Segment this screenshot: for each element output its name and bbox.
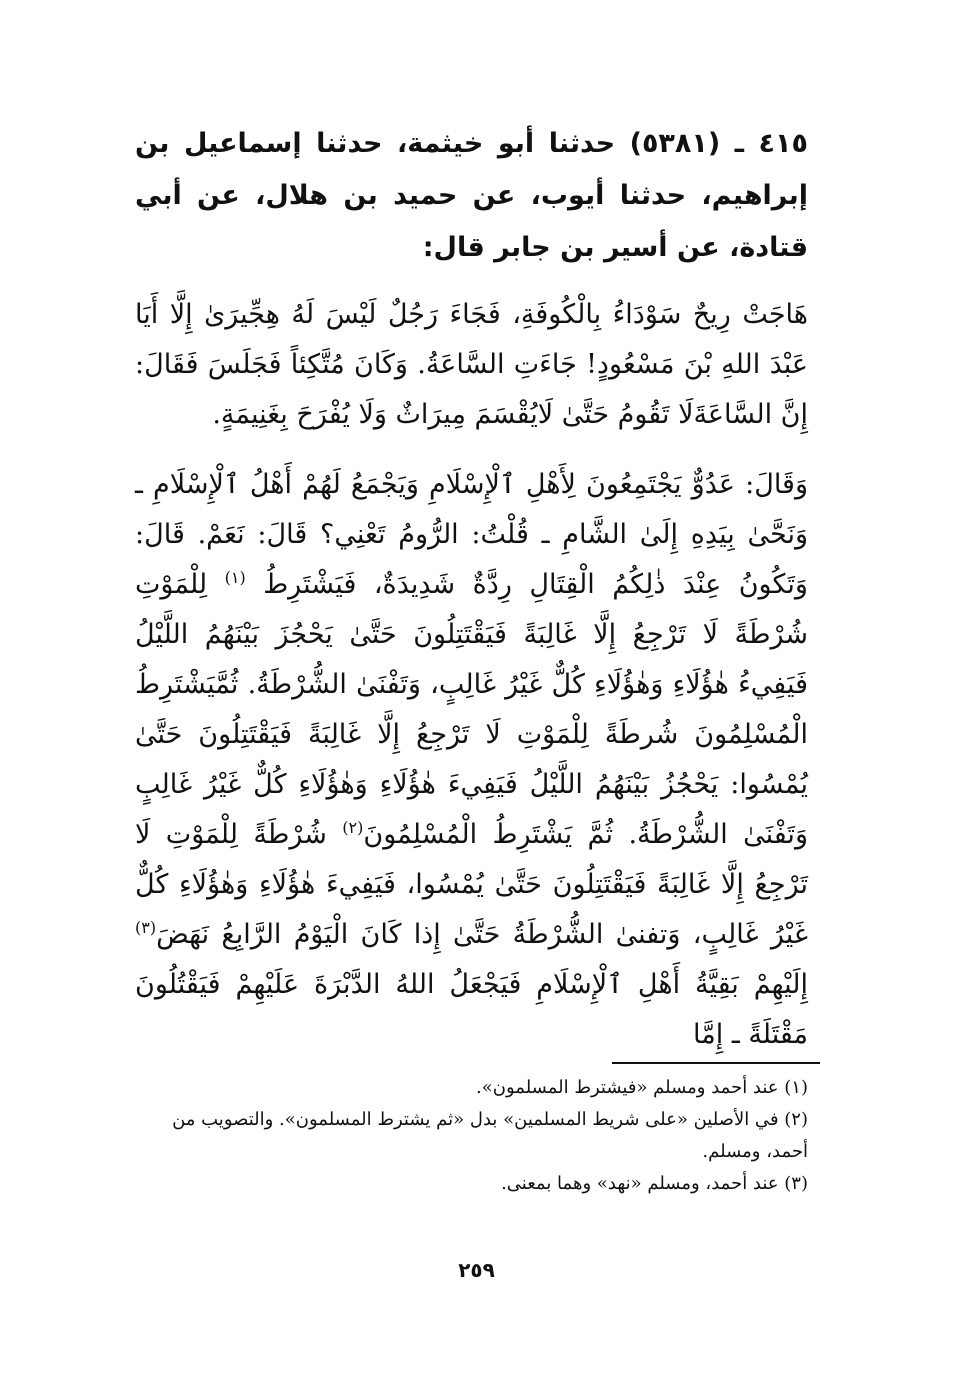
paragraph-2-text-part-3: شُرْطَةً لِلْمَوْتِ لَا تَرْجِعُ إِلَّا غَالِبَةً فَيَقْتَتِلُونَ حَتَّىٰ يُمْسُوا، فَيَفِيءَ هٰؤُلَاءِ وَهٰؤُلَاءِ كُلٌّ غَيْرُ غَالِبٍ، وَتفنىٰ الشُّرْطَةُ حَتَّىٰ إِذا كَانَ الْيَوْمُ الرَّابِعُ نَهَضَ [135,819,808,950]
paragraph-2-text-part-2: لِلْمَوْتِ شُرْطَةً لَا تَرْجِعُ إِلَّا غَالِبَةً فَيَقْتَتِلُونَ حَتَّىٰ يَحْجُزَ بَيْنَهُمُ اللَّيْلُ فَيَفِيءُ هٰؤُلَاءِ وَهٰؤُلَاءِ كُلٌّ غَيْرُ غَالِبٍ، وَتَفْنَىٰ الشُّرْطَةُ. ثُمَّيَشْتَرِطُ الْمُسْلِمُونَ شُرطَةً لِلْمَوْتِ لَا تَرْجِعُ إِلَّا غَالِبَةً فَيَقْتَتِلُونَ حَتَّىٰ يُمْسُوا: يَحْجُزُ بَيْنَهُمُ اللَّيْلُ فَيَفِيءَ هٰؤُلَاءِ وَهٰؤُلَاءِ كُلٌّ غَيْرُ غَالِبٍ وَتَفْنَىٰ الشُّرْطَةُ. ثُمَّ يَشْتَرِطُ الْمُسْلِمُونَ [135,569,808,850]
footnote-ref-2: (٢) [342,818,364,837]
footnote-1: (١) عند أحمد ومسلم «فيشترط المسلمون». [476,1077,808,1098]
page-number: ٢٥٩ [458,1258,495,1282]
hadith-isnad: ٤١٥ ـ (٥٣٨١) حدثنا أبو خيثمة، حدثنا إسماعيل بن إبراهيم، حدثنا أيوب، عن حميد بن هلال، عن أبي قتادة، عن أسير بن جابر قال: [135,128,808,263]
footnotes [135,1072,808,1200]
footnote-ref-1: (١) [224,568,246,587]
footnote-2: (٢) في الأصلين «على شريط المسلمين» بدل «ثم يشترط المسلمون». والتصويب من أحمد، ومسلم. [172,1109,808,1162]
paragraph-2-text-part-4: إِلَيْهِمْ بَقِيَّةُ أَهْلِ ٱلْإِسْلَامِ فَيَجْعَلُ اللهُ الدَّبْرَةَ عَلَيْهِمْ فَيَقْتُلُونَ مَقْتَلَةً ـ إِمَّا [135,969,808,1050]
footnote-separator [612,1062,820,1064]
footnote-3: (٣) عند أحمد، ومسلم «نهد» وهما بمعنى. [501,1173,808,1194]
footnote-ref-3: (٣) [135,918,157,937]
paragraph-2-text-part-1: وَقَالَ: عَدُوٌّ يَجْتَمِعُونَ لِأَهْلِ ٱلْإِسْلَامِ وَيَجْمَعُ لَهُمْ أَهْلُ ٱلْإِسْلَامِ ـ وَنَحَّىٰ بِيَدِهِ إِلَىٰ الشَّامِ ـ قُلْتُ: الرُّومُ تَعْنِي؟ قَالَ: نَعَمْ. قَالَ: وَتَكُونُ عِنْدَ ذٰلِكُمُ الْقِتَالِ رِدَّةٌ شَدِيدَةٌ، فَيَشْتَرِطُ [135,469,808,600]
hadith-paragraph-2 [135,460,808,1060]
hadith-paragraph-1: هَاجَتْ رِيحٌ سَوْدَاءُ بِالْكُوفَةِ، فَجَاءَ رَجُلٌ لَيْسَ لَهُ هِجِّيرَىٰ إِلَّا أَيَا عَبْدَ اللهِ بْنَ مَسْعُودٍ! جَاءَتِ السَّاعَةُ. وَكَانَ مُتَّكِئاً فَجَلَسَ فَقَالَ: إِنَّ السَّاعَةَلَا تَقُومُ حَتَّىٰ لَايُقْسَمَ مِيرَاثٌ وَلَا يُفْرَحَ بِغَنِيمَةٍ. [135,299,808,430]
